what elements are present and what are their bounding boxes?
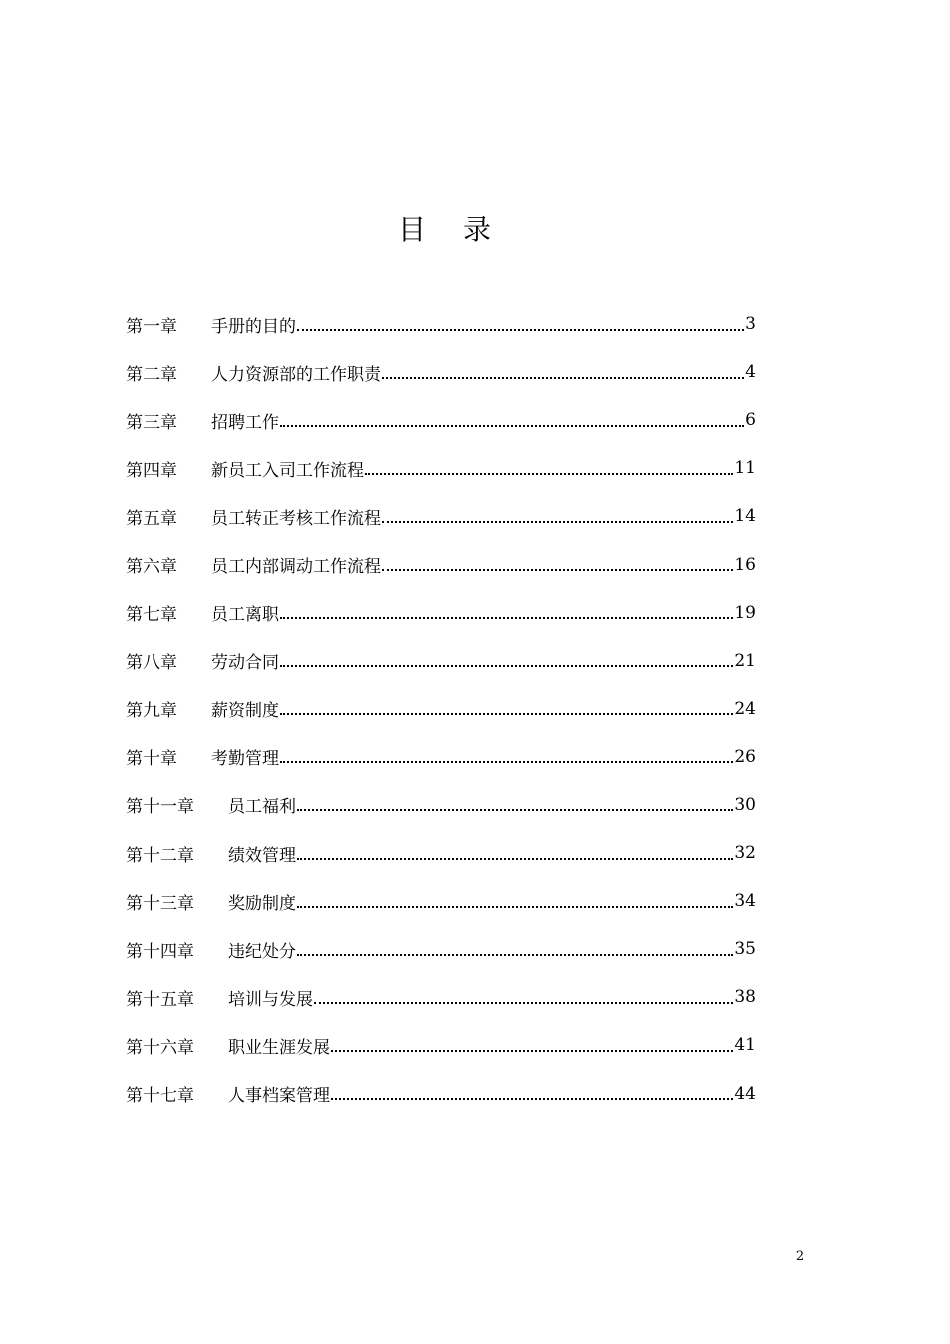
toc-entry[interactable]	[126, 973, 756, 1021]
toc-dot-leader	[297, 857, 733, 860]
toc-page-number: 24	[734, 698, 756, 719]
toc-dot-leader	[280, 712, 733, 715]
toc-page-number: 30	[734, 794, 756, 815]
toc-entry[interactable]	[126, 637, 756, 685]
toc-chapter-title: 职业生涯发展	[228, 1037, 330, 1058]
toc-entry[interactable]	[126, 396, 756, 444]
toc-page-number: 26	[734, 746, 756, 767]
toc-chapter-number: 第八章	[126, 653, 177, 674]
toc-chapter-title: 培训与发展	[228, 989, 313, 1010]
toc-chapter-title: 招聘工作	[211, 412, 279, 433]
toc-page-number: 4	[745, 362, 756, 383]
toc-chapter-number: 第三章	[126, 412, 177, 433]
toc-dot-leader	[280, 664, 733, 667]
toc-entry[interactable]	[126, 540, 756, 588]
toc-chapter-number: 第十四章	[126, 941, 194, 962]
toc-chapter-title: 奖励制度	[228, 893, 296, 914]
toc-entry[interactable]	[126, 1021, 756, 1069]
toc-entry[interactable]	[126, 781, 756, 829]
toc-chapter-title: 新员工入司工作流程	[211, 460, 364, 481]
toc-page-number: 44	[734, 1083, 756, 1104]
toc-chapter-title: 人力资源部的工作职责	[211, 364, 381, 385]
toc-list	[126, 300, 756, 1118]
toc-page-number: 6	[745, 410, 756, 431]
toc-entry[interactable]	[126, 1070, 756, 1118]
toc-dot-leader	[314, 1001, 733, 1004]
toc-dot-leader	[365, 472, 733, 475]
toc-page-number: 38	[734, 987, 756, 1008]
toc-chapter-number: 第十二章	[126, 845, 194, 866]
toc-dot-leader	[382, 568, 733, 571]
toc-entry[interactable]	[126, 444, 756, 492]
toc-chapter-number: 第六章	[126, 557, 177, 578]
toc-dot-leader	[331, 1097, 733, 1100]
toc-chapter-title: 劳动合同	[211, 653, 279, 674]
toc-chapter-title: 员工离职	[211, 605, 279, 626]
toc-page-number: 14	[734, 506, 756, 527]
toc-chapter-number: 第一章	[126, 316, 177, 337]
toc-chapter-title: 员工内部调动工作流程	[211, 557, 381, 578]
toc-dot-leader	[280, 424, 744, 427]
toc-dot-leader	[280, 760, 733, 763]
toc-page-number: 41	[734, 1035, 756, 1056]
toc-page-number: 32	[734, 843, 756, 864]
toc-chapter-title: 考勤管理	[211, 749, 279, 770]
toc-chapter-number: 第十七章	[126, 1086, 194, 1107]
toc-dot-leader	[297, 953, 733, 956]
toc-chapter-title: 绩效管理	[228, 845, 296, 866]
toc-chapter-title: 人事档案管理	[228, 1086, 330, 1107]
toc-page-number: 11	[734, 458, 756, 479]
toc-chapter-number: 第十五章	[126, 989, 194, 1010]
toc-dot-leader	[297, 328, 744, 331]
toc-dot-leader	[297, 808, 733, 811]
page-number: 2	[795, 1249, 805, 1264]
toc-chapter-number: 第二章	[126, 364, 177, 385]
toc-entry[interactable]	[126, 877, 756, 925]
toc-dot-leader	[280, 616, 733, 619]
toc-dot-leader	[297, 905, 733, 908]
toc-entry[interactable]	[126, 348, 756, 396]
toc-entry[interactable]	[126, 829, 756, 877]
toc-entry[interactable]	[126, 733, 756, 781]
toc-chapter-title: 手册的目的	[211, 316, 296, 337]
toc-chapter-number: 第四章	[126, 460, 177, 481]
toc-page-number: 21	[734, 650, 756, 671]
toc-page-number: 35	[734, 939, 756, 960]
toc-page-number: 34	[734, 891, 756, 912]
toc-chapter-title: 违纪处分	[228, 941, 296, 962]
toc-entry[interactable]	[126, 589, 756, 637]
toc-chapter-number: 第十六章	[126, 1037, 194, 1058]
toc-entry[interactable]	[126, 300, 756, 348]
toc-chapter-title: 薪资制度	[211, 701, 279, 722]
toc-chapter-number: 第十章	[126, 749, 177, 770]
toc-chapter-number: 第十三章	[126, 893, 194, 914]
toc-chapter-title: 员工福利	[228, 797, 296, 818]
toc-entry[interactable]	[126, 492, 756, 540]
toc-title: 目 录	[398, 213, 505, 246]
toc-chapter-title: 员工转正考核工作流程	[211, 508, 381, 529]
toc-page-number: 3	[745, 314, 756, 335]
toc-entry[interactable]	[126, 685, 756, 733]
toc-page-number: 16	[734, 554, 756, 575]
toc-entry[interactable]	[126, 925, 756, 973]
toc-page-number: 19	[734, 602, 756, 623]
toc-dot-leader	[331, 1049, 733, 1052]
toc-chapter-number: 第十一章	[126, 797, 194, 818]
toc-dot-leader	[382, 376, 744, 379]
toc-chapter-number: 第九章	[126, 701, 177, 722]
toc-chapter-number: 第七章	[126, 605, 177, 626]
toc-dot-leader	[382, 520, 733, 523]
toc-chapter-number: 第五章	[126, 508, 177, 529]
